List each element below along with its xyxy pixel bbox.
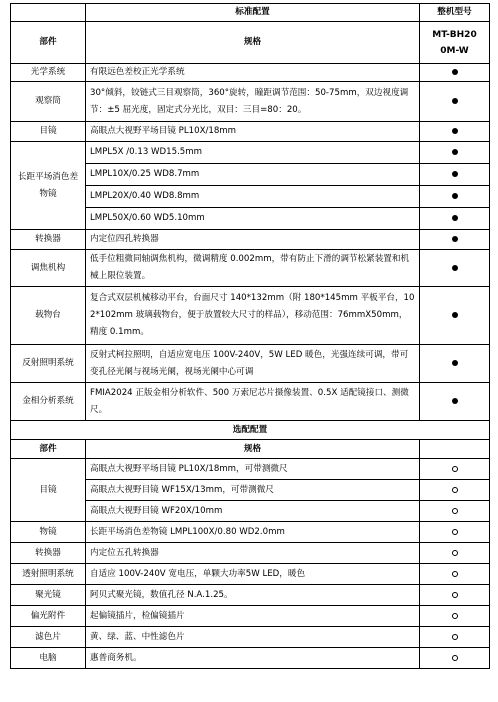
spec-cell: FMIA2024 正版金相分析软件、500 万索尼芯片摄像装置、0.5X 适配镜接口、测微尺。 (86, 383, 420, 421)
spec-cell: LMPL5X /0.13 WD15.5mm (86, 142, 420, 164)
filled-dot-icon (452, 69, 458, 75)
table-row (11, 82, 490, 122)
hollow-ring-icon (452, 487, 458, 493)
column-header-spec: 规格 (86, 22, 420, 64)
spec-cell: 高眼点大视野平场目镜 PL10X/18mm (86, 122, 420, 142)
part-cell: 转换器 (11, 543, 86, 564)
part-cell: 调焦机构 (11, 250, 86, 287)
standard-marker (420, 287, 490, 345)
table-row (11, 142, 490, 164)
filled-dot-icon (452, 171, 458, 177)
table-row (11, 250, 490, 287)
hollow-ring-icon (452, 592, 458, 598)
spec-cell: 复合式双层机械移动平台，台面尺寸 140*132mm（附 180*145mm 平板平台，102*102mm 玻璃载物台，便于放置较大尺寸的样品），移动范围：76mmX50mm，精度 0.1mm。 (86, 287, 420, 345)
table-row (11, 459, 490, 480)
optional-title-row (11, 421, 490, 440)
optional-marker (420, 501, 490, 522)
configuration-table (10, 3, 490, 669)
standard-marker (420, 164, 490, 186)
table-row (11, 345, 490, 383)
filled-dot-icon (452, 149, 458, 155)
table-row (11, 230, 490, 250)
spec-cell: 高眼点大视野平场目镜 PL10X/18mm，可带测微尺 (86, 459, 420, 480)
standard-marker (420, 345, 490, 383)
hollow-ring-icon (452, 634, 458, 640)
part-cell: 滤色片 (11, 627, 86, 648)
part-cell: 目镜 (11, 122, 86, 142)
part-cell: 长距平场消色差物镜 (11, 142, 86, 230)
filled-dot-icon (452, 98, 458, 104)
table-row (11, 585, 490, 606)
part-cell: 反射照明系统 (11, 345, 86, 383)
table-row (11, 522, 490, 543)
optional-marker (420, 564, 490, 585)
standard-section-title: 标准配置 (86, 4, 420, 22)
column-header-part: 部件 (11, 22, 86, 64)
table-row (11, 606, 490, 627)
optional-header-row (11, 440, 490, 459)
optional-marker (420, 522, 490, 543)
table-row (11, 122, 490, 142)
table-row (11, 627, 490, 648)
optional-marker (420, 543, 490, 564)
spec-cell: 高眼点大视野目镜 WF15X/13mm，可带测微尺 (86, 480, 420, 501)
standard-marker (420, 230, 490, 250)
part-cell: 金相分析系统 (11, 383, 86, 421)
spec-cell: 30°倾斜，铰链式三目观察筒，360°旋转，瞳距调节范围：50-75mm，双边视度调节：±5 屈光度，固定式分光比，双目：三目=80：20。 (86, 82, 420, 122)
optional-marker (420, 648, 490, 669)
spec-cell: 内定位四孔转换器 (86, 230, 420, 250)
hollow-ring-icon (452, 613, 458, 619)
standard-marker (420, 64, 490, 82)
table-row (11, 287, 490, 345)
column-header-part: 部件 (11, 440, 86, 459)
spec-cell: 长距平场消色差物镜 LMPL100X/0.80 WD2.0mm (86, 522, 420, 543)
spec-cell: 反射式柯拉照明，自适应宽电压 100V-240V，5W LED 暖色，光强连续可调，带可变孔径光阑与视场光阑，视场光阑中心可调 (86, 345, 420, 383)
standard-marker (420, 186, 490, 208)
standard-marker (420, 82, 490, 122)
part-cell: 载物台 (11, 287, 86, 345)
part-cell: 光学系统 (11, 64, 86, 82)
filled-dot-icon (452, 193, 458, 199)
standard-marker (420, 122, 490, 142)
spec-cell: 自适应 100V-240V 宽电压，单颗大功率5W LED，暖色 (86, 564, 420, 585)
table-row (11, 64, 490, 82)
filled-dot-icon (452, 236, 458, 242)
optional-marker (420, 459, 490, 480)
part-cell: 透射照明系统 (11, 564, 86, 585)
spec-cell: 内定位五孔转换器 (86, 543, 420, 564)
optional-marker (420, 627, 490, 648)
optional-marker (420, 606, 490, 627)
hollow-ring-icon (452, 466, 458, 472)
part-cell: 转换器 (11, 230, 86, 250)
filled-dot-icon (452, 360, 458, 366)
optional-marker (420, 585, 490, 606)
part-cell: 目镜 (11, 459, 86, 522)
table-row (11, 543, 490, 564)
filled-dot-icon (452, 265, 458, 271)
spec-cell: LMPL50X/0.60 WD5.10mm (86, 208, 420, 230)
hollow-ring-icon (452, 655, 458, 661)
filled-dot-icon (452, 312, 458, 318)
table-row (11, 648, 490, 669)
spec-cell: 阿贝式聚光镜，数值孔径 N.A.1.25。 (86, 585, 420, 606)
model-number (420, 22, 490, 64)
spec-cell: 有限远色差校正光学系统 (86, 64, 420, 82)
part-cell: 电脑 (11, 648, 86, 669)
filled-dot-icon (452, 215, 458, 221)
spec-cell: 起偏镜插片，检偏镜插片 (86, 606, 420, 627)
spec-cell: 低手位粗微同轴调焦机构，微调精度 0.002mm，带有防止下滑的调节松紧装置和机械上限位装置。 (86, 250, 420, 287)
optional-marker (420, 480, 490, 501)
standard-marker (420, 142, 490, 164)
filled-dot-icon (452, 128, 458, 134)
model-number-line1: MT-BH20 (432, 29, 477, 40)
model-number-line2: 0M-W (440, 45, 469, 56)
part-cell: 观察筒 (11, 82, 86, 122)
standard-marker (420, 208, 490, 230)
spec-cell: LMPL20X/0.40 WD8.8mm (86, 186, 420, 208)
hollow-ring-icon (452, 571, 458, 577)
filled-dot-icon (452, 398, 458, 404)
hollow-ring-icon (452, 550, 458, 556)
model-header: 整机型号 (420, 4, 490, 22)
hollow-ring-icon (452, 529, 458, 535)
standard-marker (420, 250, 490, 287)
spec-cell: LMPL10X/0.25 WD8.7mm (86, 164, 420, 186)
table-row (11, 383, 490, 421)
optional-section-title: 选配配置 (11, 421, 490, 440)
part-cell: 聚光镜 (11, 585, 86, 606)
table-row (11, 564, 490, 585)
spec-cell: 高眼点大视野目镜 WF20X/10mm (86, 501, 420, 522)
spec-cell: 惠普商务机。 (86, 648, 420, 669)
part-cell: 物镜 (11, 522, 86, 543)
standard-marker (420, 383, 490, 421)
part-cell: 偏光附件 (11, 606, 86, 627)
standard-title-row (11, 4, 490, 22)
spec-cell: 黄、绿、蓝、中性滤色片 (86, 627, 420, 648)
standard-header-row (11, 22, 490, 64)
hollow-ring-icon (452, 508, 458, 514)
column-header-spec: 规格 (86, 440, 420, 459)
